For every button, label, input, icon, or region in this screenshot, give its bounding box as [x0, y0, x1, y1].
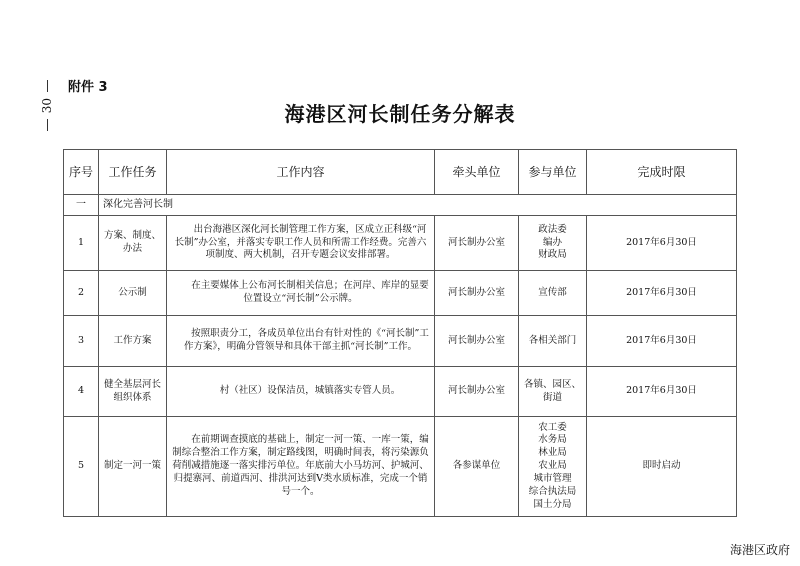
row-participants: [519, 316, 587, 367]
row-no: 1: [64, 216, 99, 271]
table-row: [64, 316, 737, 367]
row-deadline: 2017年6月30日: [587, 316, 737, 367]
section-title: 深化完善河长制: [99, 195, 737, 216]
row-task: 公示制: [99, 271, 167, 316]
row-no: 3: [64, 316, 99, 367]
header-no: 序号: [64, 150, 99, 195]
table-row: [64, 417, 737, 517]
document-title: 海港区河长制任务分解表: [284, 102, 516, 126]
section-index: 一: [64, 195, 99, 216]
row-content: 村（社区）设保洁员，城镇落实专管人员。: [167, 367, 435, 417]
participant: 宣传部: [538, 286, 567, 298]
row-no: 2: [64, 271, 99, 316]
participant: 编办: [542, 236, 562, 248]
header-participants: 参与单位: [519, 150, 587, 195]
participant: 政法委: [538, 223, 567, 235]
table-header-row: [64, 150, 737, 195]
row-task: 方案、制度、办法: [99, 216, 167, 271]
header-content: 工作内容: [167, 150, 435, 195]
page-number-dash-top: [47, 80, 48, 92]
participant: 综合执法局: [528, 485, 577, 497]
participant: 各镇、园区、街道: [523, 378, 581, 403]
row-lead: 河长制办公室: [435, 216, 519, 271]
section-row: [64, 195, 737, 216]
row-task: 健全基层河长组织体系: [99, 367, 167, 417]
header-task: 工作任务: [99, 150, 167, 195]
row-task: 制定一河一策: [99, 417, 167, 517]
header-lead: 牵头单位: [435, 150, 519, 195]
participant: 财政局: [538, 249, 567, 261]
row-participants: [519, 216, 587, 271]
participant: 农工委: [538, 421, 567, 433]
row-lead: 各参谋单位: [435, 417, 519, 517]
row-deadline: 即时启动: [587, 417, 737, 517]
row-task: 工作方案: [99, 316, 167, 367]
row-deadline: 2017年6月30日: [587, 216, 737, 271]
row-content: 在主要媒体上公布河长制相关信息；在河岸、库岸的显要位置设立“河长制”公示牌。: [167, 271, 435, 316]
row-content: 在前期调查摸底的基础上，制定一河一策、一库一策，编制综合整治工作方案，制定路线图，明确时间表，将污染源负荷削减措施逐一落实排污单位。年底前大小马坊河、护城河、归提寨河、前道西河、排洪河达到Ⅴ类水质标准，完成一个销号一个。: [167, 417, 435, 517]
table-row: [64, 367, 737, 417]
row-lead: 河长制办公室: [435, 367, 519, 417]
row-participants: [519, 367, 587, 417]
row-participants: [519, 417, 587, 517]
page-number-value: 30: [40, 98, 54, 114]
task-table: [63, 149, 737, 517]
row-no: 5: [64, 417, 99, 517]
row-deadline: 2017年6月30日: [587, 367, 737, 417]
row-lead: 河长制办公室: [435, 271, 519, 316]
table-row: [64, 216, 737, 271]
row-no: 4: [64, 367, 99, 417]
participant: 国土分局: [533, 498, 572, 510]
row-deadline: 2017年6月30日: [587, 271, 737, 316]
participant: 各相关部门: [528, 334, 577, 346]
header-deadline: 完成时限: [587, 150, 737, 195]
attachment-label: 附件 3: [68, 80, 108, 95]
participant: 林业局: [538, 447, 567, 459]
participant: 水务局: [538, 434, 567, 446]
row-lead: 河长制办公室: [435, 316, 519, 367]
footer-organization: 海港区政府: [729, 543, 790, 557]
row-participants: [519, 271, 587, 316]
participant: 农业局: [538, 460, 567, 472]
table-row: [64, 271, 737, 316]
row-content: 按照职责分工，各成员单位出台有针对性的《“河长制”工作方案》，明确分管领导和具体干部主抓“河长制”工作。: [167, 316, 435, 367]
participant: 城市管理: [533, 472, 572, 484]
row-content: 出台海港区深化河长制管理工作方案，区成立正科级“河长制”办公室，并落实专职工作人员和所需工作经费。完善六项制度、两大机制，召开专题会议安排部署。: [167, 216, 435, 271]
